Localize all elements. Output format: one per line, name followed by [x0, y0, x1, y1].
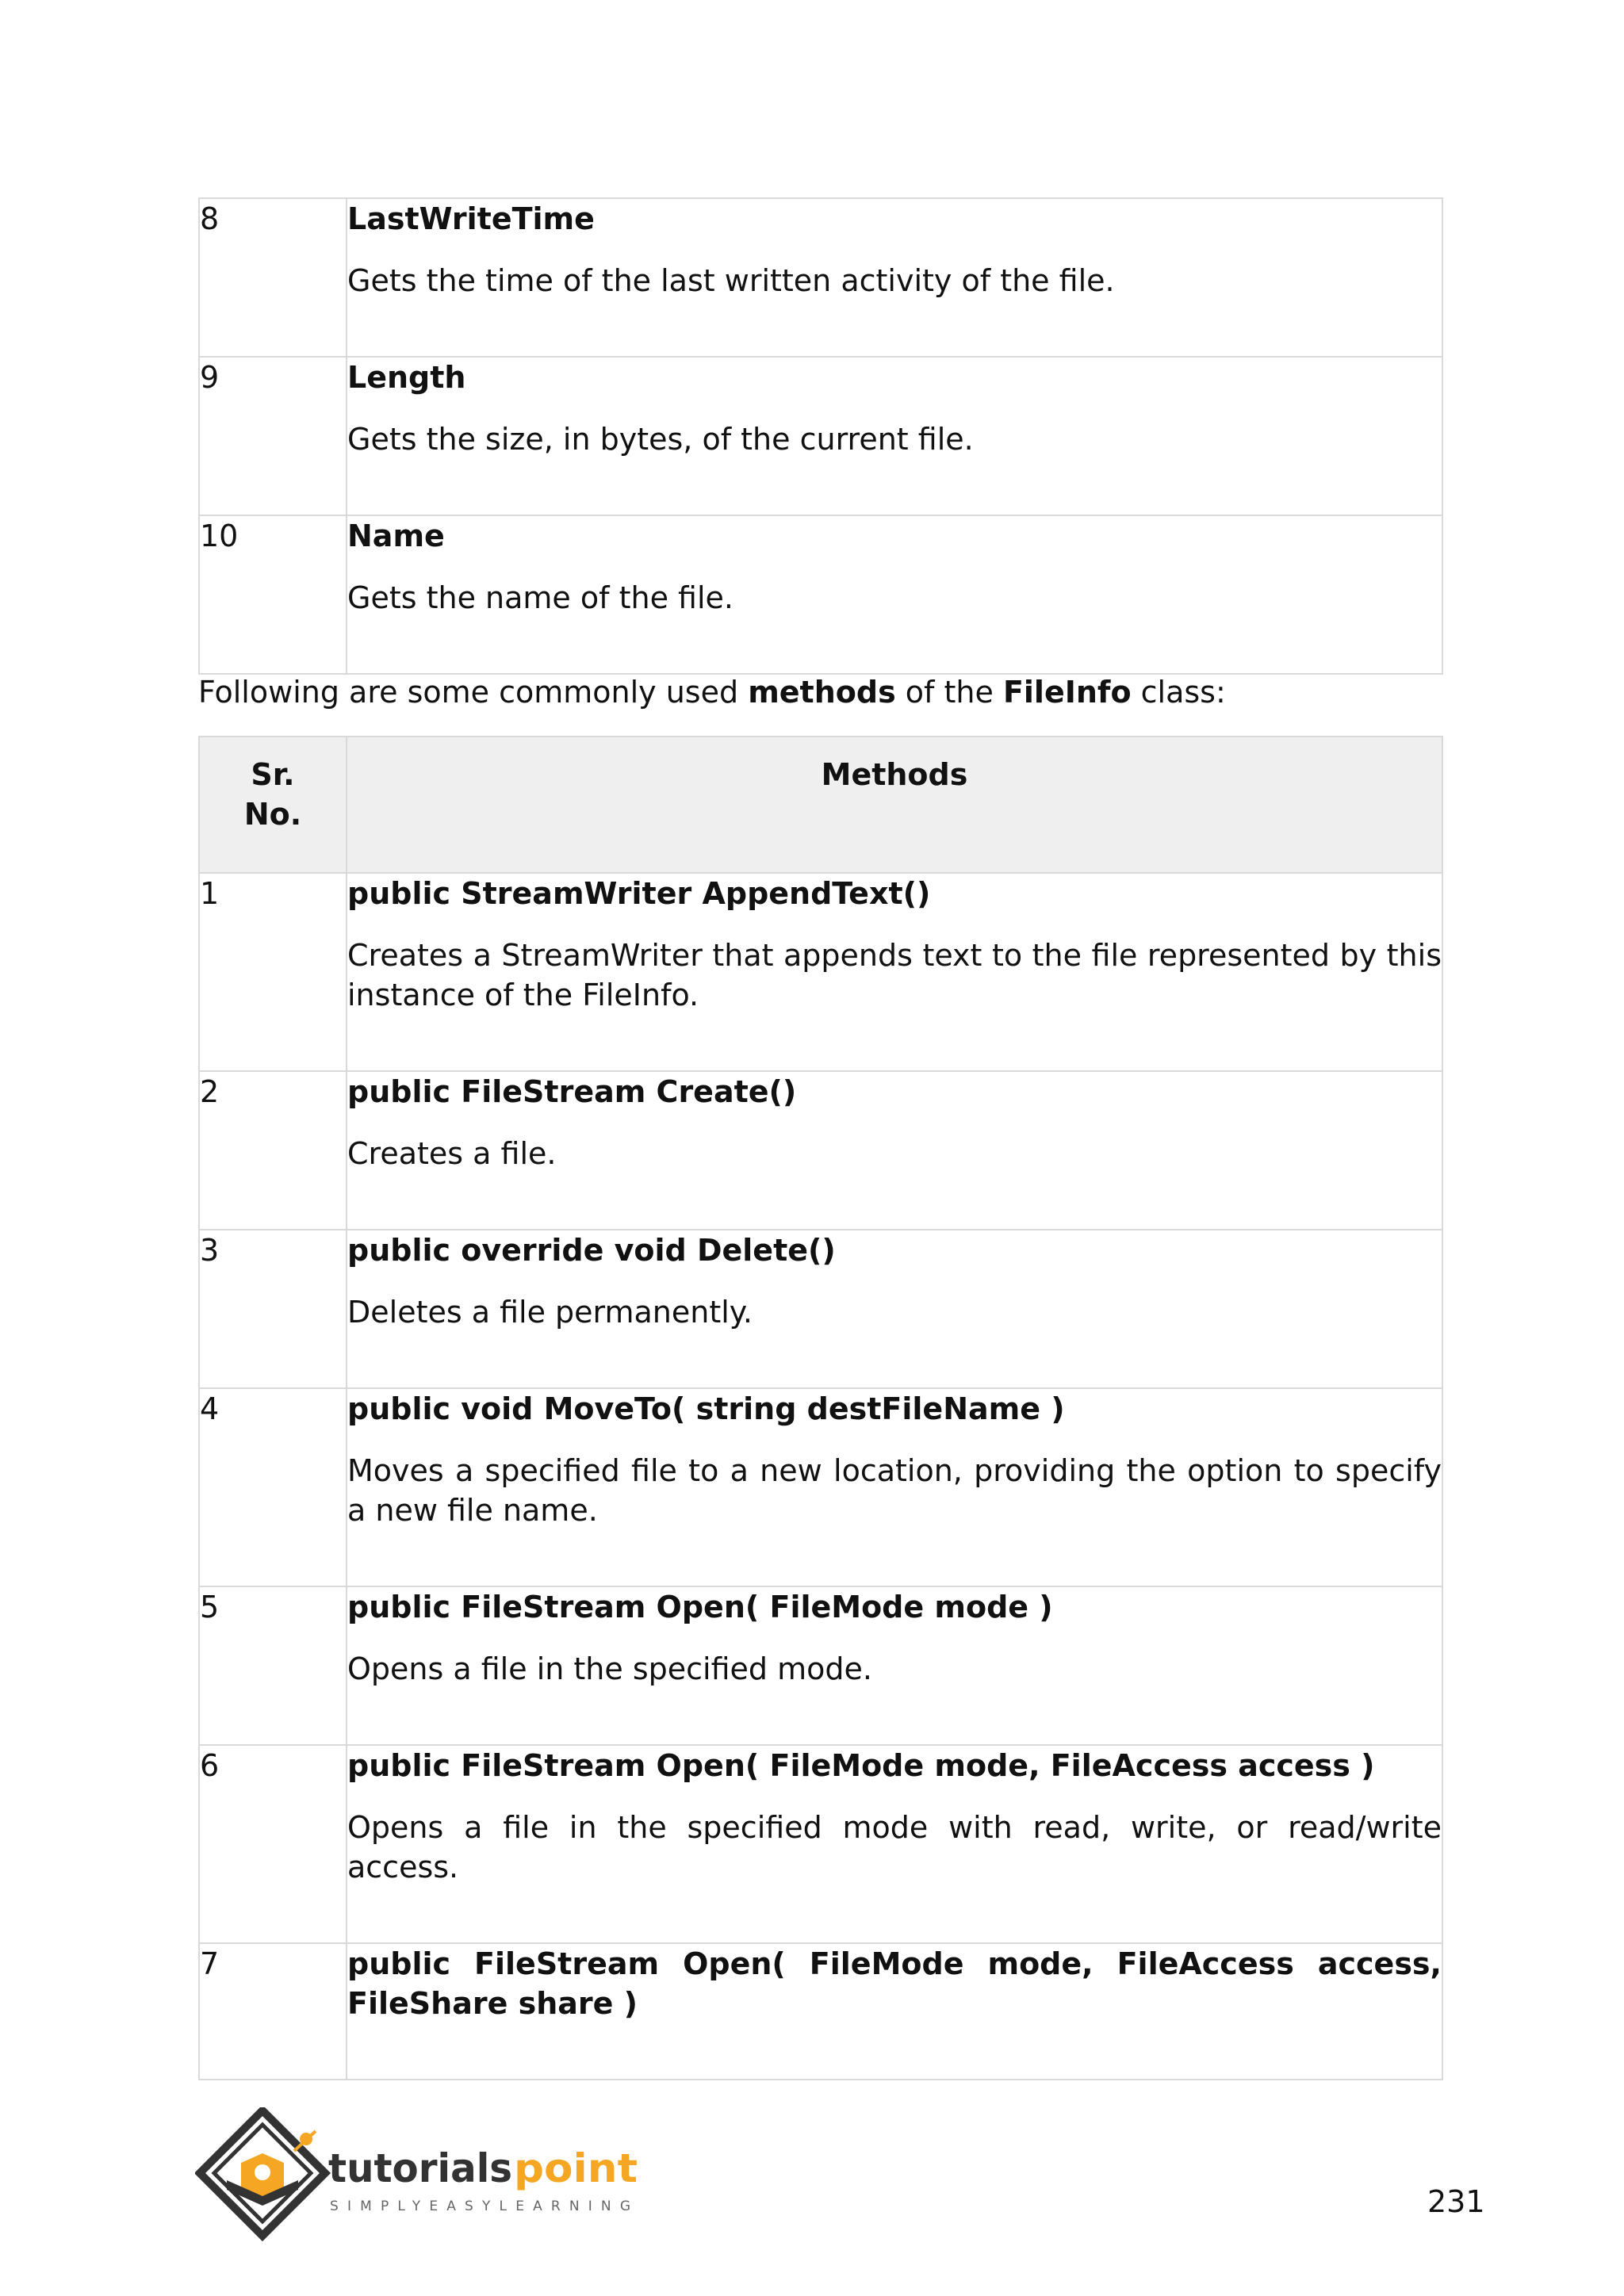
table-row — [199, 1388, 1442, 1586]
table-row — [199, 515, 1442, 674]
row-number: 6 — [199, 1745, 347, 1943]
property-name: Name — [347, 519, 445, 553]
table-row — [199, 1230, 1442, 1388]
table-row — [199, 357, 1442, 515]
method-description: Opens a file in the specified mode. — [347, 1651, 872, 1686]
header-label-line: Sr. — [251, 757, 295, 792]
intro-bold-methods: methods — [748, 675, 896, 710]
method-signature: public StreamWriter AppendText() — [347, 876, 931, 911]
table-row — [199, 198, 1442, 357]
row-content — [347, 1586, 1442, 1745]
intro-bold-fileinfo: FileInfo — [1002, 675, 1132, 710]
row-content — [347, 515, 1442, 674]
row-number: 7 — [199, 1943, 347, 2080]
methods-intro-text — [198, 672, 1226, 712]
row-number: 10 — [199, 515, 347, 674]
method-description: Creates a StreamWriter that appends text to the file represented by this instance of the FileInfo. — [347, 938, 1442, 1012]
intro-text-part: class: — [1131, 675, 1226, 710]
property-name: LastWriteTime — [347, 201, 595, 236]
intro-text-part: of the — [895, 675, 1003, 710]
table-row — [199, 1943, 1442, 2080]
row-number: 3 — [199, 1230, 347, 1388]
row-content — [347, 1071, 1442, 1230]
row-content — [347, 1943, 1442, 2080]
page-number: 231 — [1427, 2184, 1485, 2219]
table-row — [199, 1745, 1442, 1943]
logo-emblem-icon — [200, 2110, 325, 2236]
row-number: 9 — [199, 357, 347, 515]
table-row — [199, 1586, 1442, 1745]
method-signature: public FileStream Open( FileMode mode ) — [347, 1590, 1053, 1624]
column-header-methods: Methods — [347, 737, 1442, 873]
method-signature: public FileStream Open( FileMode mode, FileAccess access ) — [347, 1748, 1375, 1783]
row-number: 1 — [199, 873, 347, 1071]
method-signature: public override void Delete() — [347, 1233, 836, 1268]
properties-table — [198, 197, 1443, 675]
method-description: Opens a file in the specified mode with read, write, or read/write access. — [347, 1810, 1442, 1885]
header-label-line: No. — [243, 797, 302, 832]
row-content — [347, 1230, 1442, 1388]
table-row — [199, 1071, 1442, 1230]
methods-table — [198, 736, 1443, 2080]
row-content — [347, 1388, 1442, 1586]
row-content — [347, 1745, 1442, 1943]
method-signature: public FileStream Open( FileMode mode, FileAccess access, FileShare share ) — [347, 1946, 1442, 2021]
intro-text-part: Following are some commonly used — [198, 675, 749, 710]
method-signature: public void MoveTo( string destFileName ) — [347, 1391, 1065, 1426]
method-description: Creates a file. — [347, 1136, 557, 1171]
method-signature: public FileStream Create() — [347, 1074, 797, 1109]
property-description: Gets the time of the last written activity of the file. — [347, 263, 1115, 298]
logo-word-tutorials: tutorials — [328, 2145, 512, 2191]
logo-tagline: SIMPLYEASYLEARNING — [330, 2198, 638, 2214]
column-header-sr-no — [199, 737, 347, 873]
method-description: Deletes a file permanently. — [347, 1295, 753, 1330]
table-row — [199, 873, 1442, 1071]
property-description: Gets the name of the file. — [347, 580, 733, 615]
row-number: 4 — [199, 1388, 347, 1586]
table-header-row — [199, 737, 1442, 873]
row-content — [347, 198, 1442, 357]
row-content — [347, 873, 1442, 1071]
property-name: Length — [347, 360, 466, 395]
row-number: 2 — [199, 1071, 347, 1230]
method-description: Moves a specified file to a new location, providing the option to specify a new file name. — [347, 1453, 1442, 1528]
row-content — [347, 357, 1442, 515]
logo-word-point: point — [514, 2145, 638, 2191]
row-number: 8 — [199, 198, 347, 357]
row-number: 5 — [199, 1586, 347, 1745]
property-description: Gets the size, in bytes, of the current file. — [347, 422, 974, 457]
tutorialspoint-logo — [195, 2107, 671, 2242]
